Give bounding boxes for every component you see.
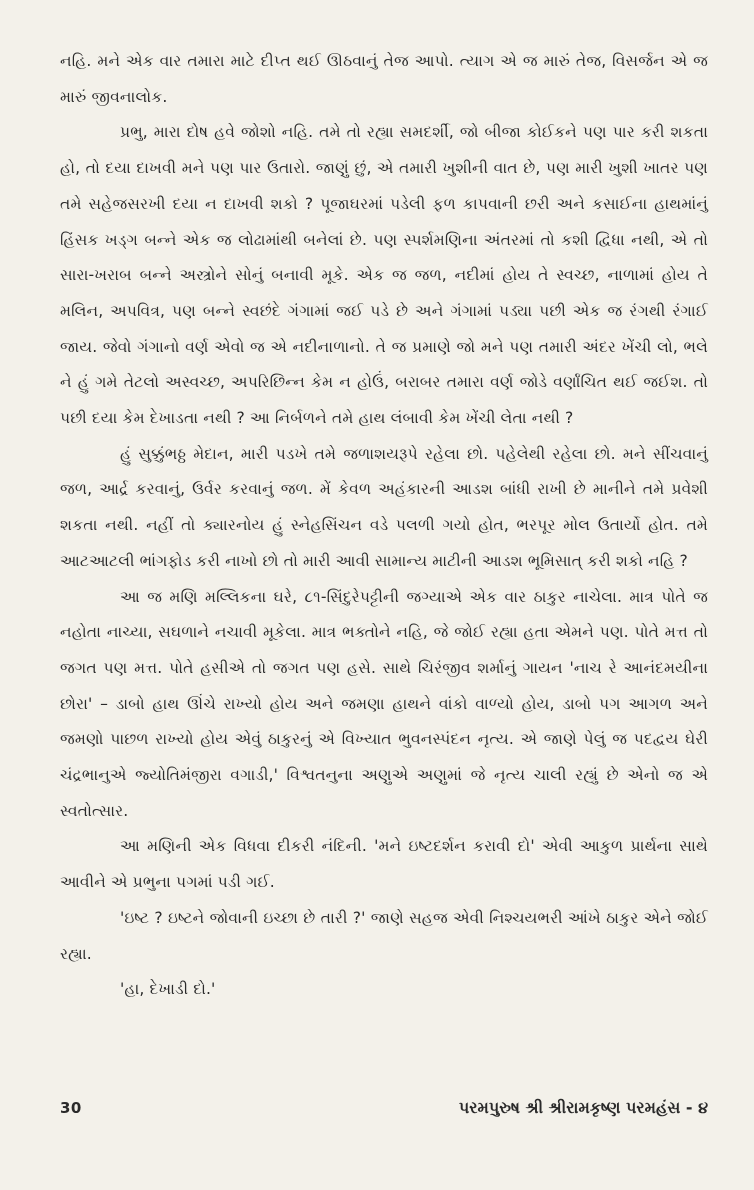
paragraph-3: હું સુક્કુંભઠ્ઠ મેદાન, મારી પડખે તમે જળાશયરૂપે રહેલા છો. પહેલેથી રહેલા છો. મને સીંચવાનું જળ, આર્દ્ર કરવાનું, ઉર્વર કરવાનું જળ. મેં કેવળ અહંકારની આડશ બાંધી રાખી છે માનીને તમે પ્રવેશી શકતા નથી. નહીં તો ક્યારનોય હું સ્નેહસિંચન વડે પલળી ગયો હોત, ભરપૂર મોલ ઉતાર્યો હોત. તમે આટઆટલી ભાંગફોડ કરી નાખો છો તો મારી આવી સામાન્ય માટીની આડશ ભૂમિસાત્ કરી શકો નહિ ? [60, 444, 708, 570]
paragraph-6: 'ઇષ્ટ ? ઇષ્ટને જોવાની ઇચ્છા છે તારી ?' જાણે સહજ એવી નિશ્ચયભરી આંખે ઠાકુર એને જોઈ રહ્યા. [60, 908, 708, 963]
paragraph-2: પ્રભુ, મારા દોષ હવે જોશો નહિ. તમે તો રહ્યા સમદર્શી, જો બીજા કોઈકને પણ પાર કરી શકતા હો, તો દયા દાખવી મને પણ પાર ઉતારો. જાણું છું, એ તમારી ખુશીની વાત છે, પણ મારી ખુશી ખાતર પણ તમે સહેજસરખી દયા ન દાખવી શકો ? પૂજાઘરમાં પડેલી ફળ કાપવાની છરી અને કસાઈના હાથમાંનું હિંસક ખડ્ગ બન્ને એક જ લોઢામાંથી બનેલાં છે. પણ સ્પર્શમણિના અંતરમાં તો કશી દ્વિધા નથી, એ તો સારા-ખરાબ બન્ને અસ્ત્રોને સોનું બનાવી મૂકે. એક જ જળ, નદીમાં હોય તે સ્વચ્છ, નાળામાં હોય તે મલિન, અપવિત્ર, પણ બન્ને સ્વછંદે ગંગામાં જઈ પડે છે અને ગંગામાં પડ્યા પછી એક જ રંગથી રંગાઈ જાય. જેવો ગંગાનો વર્ણ એવો જ એ નદીનાળાનો. તે જ પ્રમાણે જો મને પણ તમારી અંદર ખેંચી લો, ભલે ને હું ગમે તેટલો અસ્વચ્છ, અપરિછિન્ન કેમ ન હોઉં, બરાબર તમારા વર્ણ જોડે વર્ણાંચિત થઈ જઈશ. તો પછી દયા કેમ દેખાડતા નથી ? આ નિર્બળને તમે હાથ લંબાવી કેમ ખેંચી લેતા નથી ? [60, 123, 708, 428]
paragraph-4: આ જ મણિ મલ્લિકના ઘરે, ૮૧-સિંદુરેપટ્ટીની જગ્યાએ એક વાર ઠાકુર નાચેલા. માત્ર પોતે જ નહોતા નાચ્યા, સઘળાને નચાવી મૂકેલા. માત્ર ભક્તોને નહિ, જે જોઈ રહ્યા હતા એમને પણ. પોતે મત્ત તો જગત પણ મત્ત. પોતે હસીએ તો જગત પણ હસે. સાથે ચિરંજીવ શર્માનું ગાયન 'નાચ રે આનંદમયીના છોરા' – ડાબો હાથ ઊંચે રાખ્યો હોય અને જમણા હાથને વાંકો વાળ્યો હોય, ડાબો પગ આગળ અને જમણો પાછળ રાખ્યો હોય એવું ઠાકુરનું એ વિખ્યાત ભુવનસ્પંદન નૃત્ય. એ જાણે પેલું જ પદદ્વય ઘેરી ચંદ્રભાનુએ જ્યોતિમંજીરા વગાડી,' વિશ્વતનુના અણુએ અણુમાં જે નૃત્ય ચાલી રહ્યું છે એનો જ એ સ્વતોત્સાર. [60, 587, 708, 820]
page-number: 30 [60, 1099, 82, 1117]
page-footer [60, 1092, 708, 1124]
paragraph-1: નહિ. મને એક વાર તમારા માટે દીપ્ત થઈ ઊઠવાનું તેજ આપો. ત્યાગ એ જ મારું તેજ, વિસર્જન એ જ મારું જીવનાલોક. [60, 52, 708, 106]
paragraph-5: આ મણિની એક વિધવા દીકરી નંદિની. 'મને ઇષ્ટદર્શન કરાવી દો' એવી આકુળ પ્રાર્થના સાથે આવીને એ પ્રભુના પગમાં પડી ગઈ. [60, 837, 708, 892]
running-title: પરમપુરુષ શ્રી શ્રીરામકૃષ્ણ પરમહંસ - ૪ [458, 1098, 708, 1117]
paragraph-7: 'હા, દેખાડી દો.' [120, 980, 216, 999]
page-body [60, 44, 708, 1008]
